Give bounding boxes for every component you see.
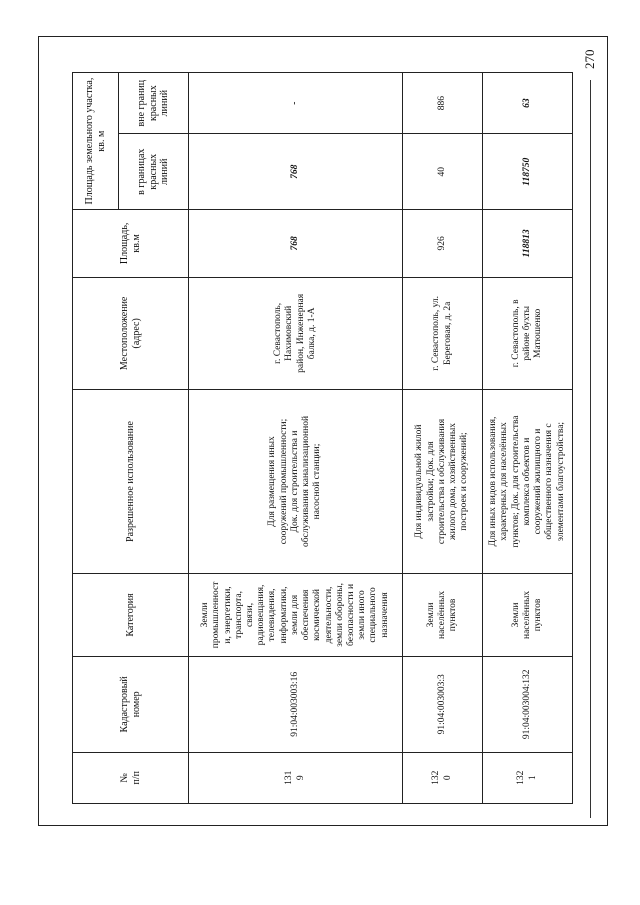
cell-num: 132 0 (403, 752, 483, 803)
cell-permitted-use: Для иных видов использования, характерных для населённых пунктов; Док. для строительства комплекса объектов и сооружений жилищного и общественного назначения с элементами благоустройства; (483, 390, 573, 574)
rotated-table-container (72, 72, 566, 804)
cell-area: 768 (189, 210, 403, 277)
header-land-area-group: Площадь земельного участка, кв. м (73, 73, 119, 210)
margin-rule (590, 80, 591, 818)
header-within-red-lines: в границах красных линий (119, 134, 189, 210)
cell-category: Земли промышленност и, энергетики, транспорта, связи, радиовещания, телевидения, информатики, земли для обеспечения космической деятельности, земли обороны, безопасности и земли иного специального назначения (189, 573, 403, 656)
cell-within-red-lines: 768 (189, 134, 403, 210)
cell-within-red-lines: 118750 (483, 134, 573, 210)
table-row (403, 73, 483, 804)
cell-outside-red-lines: 63 (483, 73, 573, 134)
cell-location: г. Севастополь, ул. Береговая, д. 2а (403, 277, 483, 390)
land-plots-table (72, 72, 573, 804)
header-num: № п/п (73, 752, 189, 803)
header-area: Площадь, кв.м (73, 210, 189, 277)
header-category: Категория (73, 573, 189, 656)
table-row (189, 73, 403, 804)
header-cadastral-number: Кадастровый номер (73, 657, 189, 753)
cell-within-red-lines: 40 (403, 134, 483, 210)
table-row (483, 73, 573, 804)
cell-area: 926 (403, 210, 483, 277)
cell-cadastral-number: 91:04:003004:132 (483, 657, 573, 753)
cell-location: г. Севастополь, в районе бухты Матюшенко (483, 277, 573, 390)
header-permitted-use: Разрешенное использование (73, 390, 189, 574)
cell-outside-red-lines: - (189, 73, 403, 134)
cell-permitted-use: Для размещения иных сооружений промышленности; Док. для строительства и обслуживания канализационной насосной станции; (189, 390, 403, 574)
cell-num: 132 1 (483, 752, 573, 803)
page-number: 270 (582, 49, 597, 69)
cell-location: г. Севастополь, Нахимовский район, Инженерная балка, д. 1-А (189, 277, 403, 390)
cell-category: Земли населённых пунктов (483, 573, 573, 656)
cell-permitted-use: Для индивидуальной жилой застройки; Док. для строительства и обслуживания жилого дома, хозяйственных построек и сооружений; (403, 390, 483, 574)
cell-cadastral-number: 91:04:003003:3 (403, 657, 483, 753)
cell-area: 118813 (483, 210, 573, 277)
header-outside-red-lines: вне границ красных линий (119, 73, 189, 134)
header-location: Местоположение (адрес) (73, 277, 189, 390)
cell-outside-red-lines: 886 (403, 73, 483, 134)
cell-cadastral-number: 91:04:003003:16 (189, 657, 403, 753)
cell-category: Земли населённых пунктов (403, 573, 483, 656)
cell-num: 131 9 (189, 752, 403, 803)
